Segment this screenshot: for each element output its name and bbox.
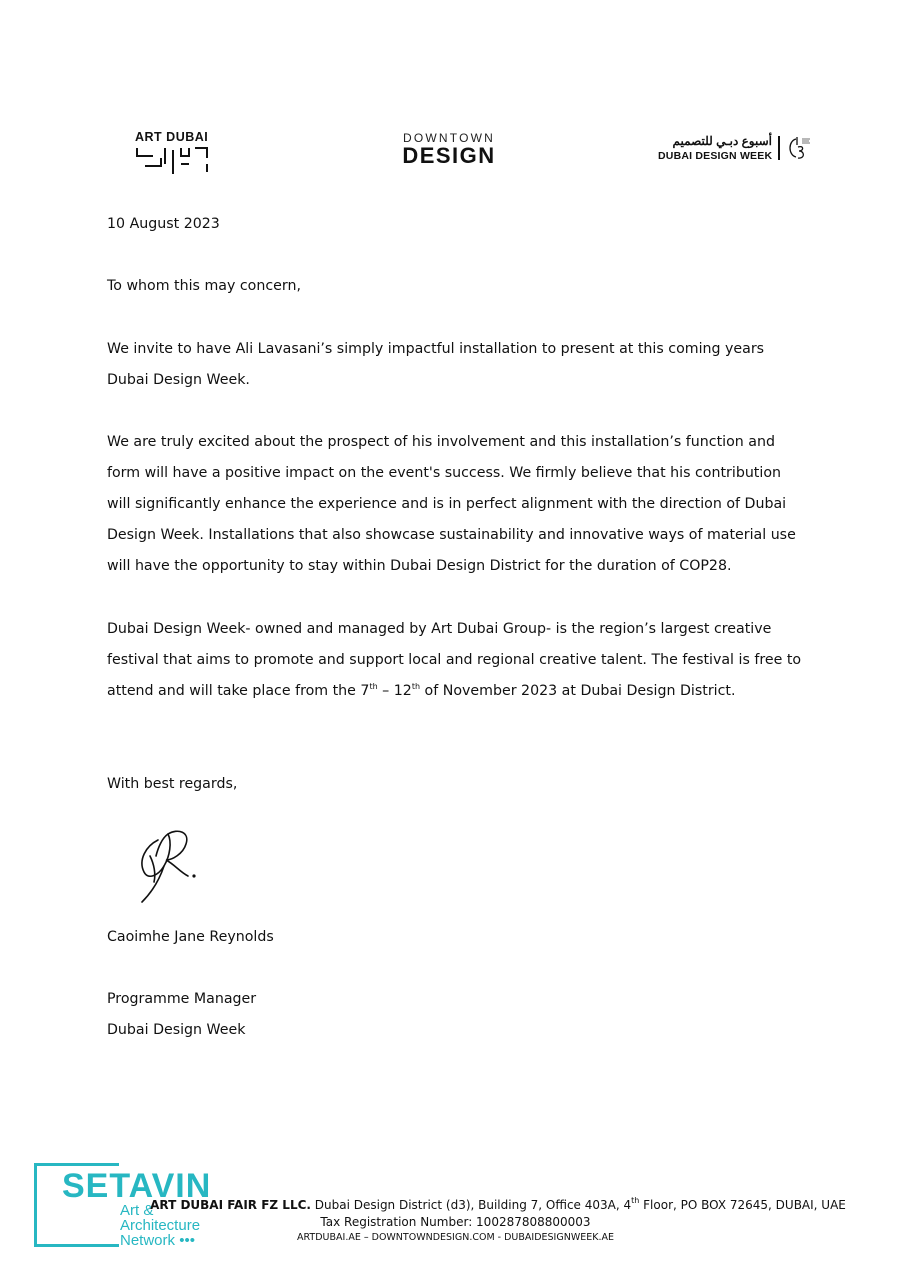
letter-paragraph-3: Dubai Design Week- owned and managed by Art Dubai Group- is the region’s largest creative festival that aims to promote and support local and regional creative talent. The festival is free to attend and will take place from the 7th – 12th of November 2023 at Dubai Design District. [107,621,802,699]
art-dubai-logo-text: ART DUBAI [135,130,209,144]
logo-divider [778,136,780,160]
d3-mark-icon [786,135,812,161]
signer-organization: Dubai Design Week [107,1022,246,1038]
footer-address: ART DUBAI FAIR FZ LLC. Dubai Design District (d3), Building 7, Office 403A, 4th Floor, PO BOX 72645, DUBAI, UAE [150,1196,846,1212]
ddw-arabic-text: أسبوع دبـي للتصميم [672,134,772,148]
art-dubai-logo-mark [135,146,211,174]
downtown-design-logo [394,132,504,167]
letter-date: 10 August 2023 [107,216,220,232]
ddw-english-text: DUBAI DESIGN WEEK [658,150,773,162]
letter-paragraph-1: We invite to have Ali Lavasani’s simply impactful installation to present at this coming years Dubai Design Week. [107,341,765,388]
watermark-name: SETAVIN [62,1167,212,1205]
letter-salutation: To whom this may concern, [107,278,301,294]
signer-name: Caoimhe Jane Reynolds [107,929,274,945]
letter-closing: With best regards, [107,776,238,792]
dubai-design-week-logo [656,134,816,166]
watermark-tagline: Art & Architecture Network ••• [120,1202,201,1249]
setavin-watermark [34,1163,212,1251]
art-dubai-logo [135,130,215,175]
design-text: DESIGN [402,143,496,168]
letter-paragraph-2: We are truly excited about the prospect of his involvement and this installation’s function and form will have a positive impact on the event's success. We firmly believe that his contribution will significantly enhance the experience and is in perfect alignment with the direction of Dubai Design Week. Installations that also showcase sustainability and innovative ways of material use will have the opportunity to stay within Dubai Design District for the duration of COP28. [107,434,796,574]
footer-tax-number: Tax Registration Number: 100287808800003 [320,1215,591,1229]
signer-title: Programme Manager [107,991,257,1007]
footer-websites: ARTDUBAI.AE – DOWNTOWNDESIGN.COM - DUBAIDESIGNWEEK.AE [297,1232,614,1243]
handwritten-signature [128,820,208,910]
downtown-text: DOWNTOWN [402,131,496,145]
